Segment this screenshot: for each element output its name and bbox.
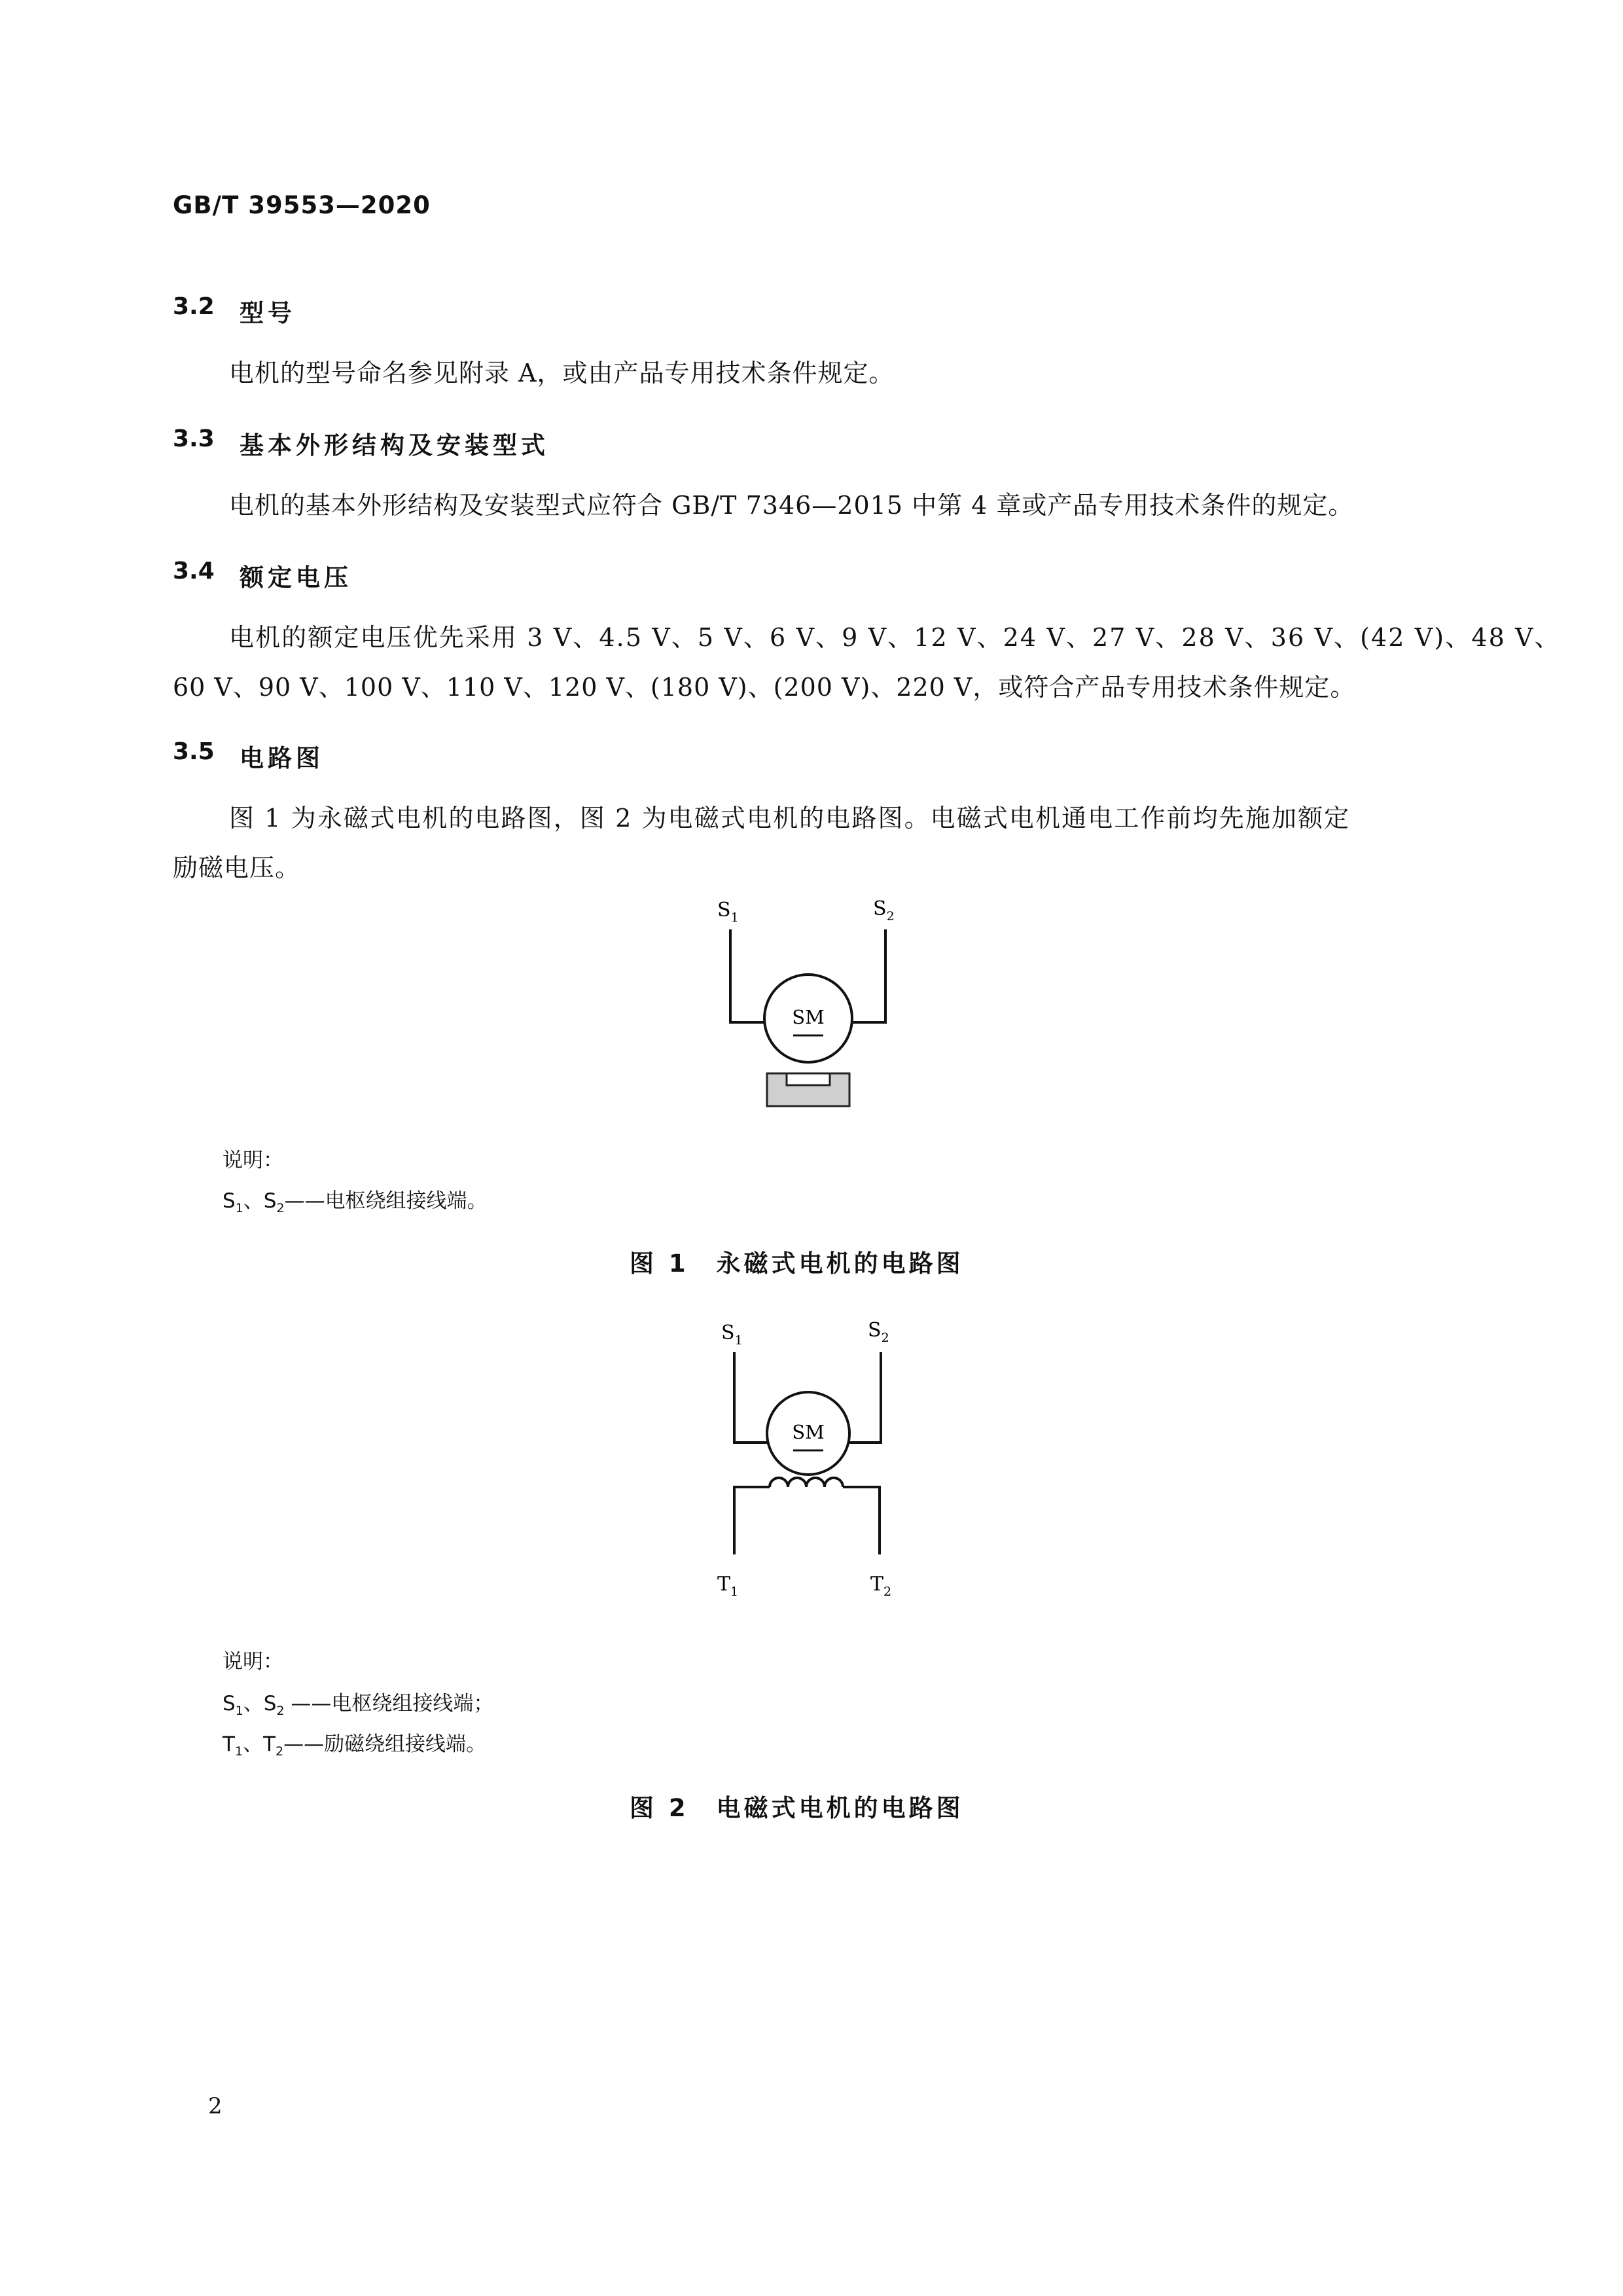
section-title: 额定电压 — [240, 564, 352, 592]
terminal-s2-label: $S_2$ — [868, 1319, 889, 1345]
field-coil-icon — [770, 1478, 843, 1487]
section-title: 电路图 — [240, 744, 324, 772]
paragraph: 电机的型号命名参见附录 A，或由产品专用技术条件规定。 — [229, 359, 895, 387]
section-number: 3.2 — [173, 293, 215, 320]
figure-1-circuit-diagram — [707, 890, 916, 1113]
section-title: 型号 — [240, 299, 296, 327]
paragraph: 电机的基本外形结构及安装型式应符合 GB/T 7346—2015 中第 4 章或产品专用技术条件的规定。 — [229, 491, 1354, 520]
figure-caption: 图 2 电磁式电机的电路图 — [630, 1794, 964, 1822]
terminal-t2-label: $T_2$ — [870, 1573, 892, 1599]
terminal-s1-label: $S_1$ — [717, 899, 739, 925]
field-lead-right — [843, 1487, 880, 1554]
legend-item: $S_1$、$S_2$ ——电枢绕组接线端； — [223, 1692, 494, 1719]
section-number: 3.5 — [173, 738, 215, 765]
paragraph-line: 励磁电压。 — [173, 853, 301, 882]
armature-lead-right — [852, 929, 885, 1022]
standard-code: GB/T 39553—2020 — [173, 191, 431, 219]
motor-label: SM — [792, 1421, 825, 1443]
field-lead-left — [734, 1487, 770, 1554]
page-number: 2 — [208, 2093, 223, 2119]
figure-2-circuit-diagram — [707, 1316, 916, 1604]
legend-item: $T_1$、$T_2——$励磁绕组接线端。 — [223, 1732, 487, 1759]
legend-title: 说明： — [223, 1650, 283, 1674]
motor-label: SM — [792, 1006, 825, 1028]
legend-title: 说明： — [223, 1149, 283, 1172]
figure-caption: 图 1 永磁式电机的电路图 — [630, 1249, 964, 1278]
armature-lead-left — [730, 929, 764, 1022]
legend-item: $S_1$、$S_2——$电枢绕组接线端。 — [223, 1189, 488, 1216]
section-title: 基本外形结构及安装型式 — [240, 431, 549, 459]
section-number: 3.4 — [173, 558, 215, 584]
section-number: 3.3 — [173, 425, 215, 452]
paragraph-line: 60 V、90 V、100 V、110 V、120 V、(180 V)、(200 V)、220 V，或符合产品专用技术条件规定。 — [173, 673, 1356, 702]
paragraph-line: 图 1 为永磁式电机的电路图，图 2 为电磁式电机的电路图。电磁式电机通电工作前均先施加额定 — [229, 804, 1351, 833]
permanent-magnet-icon — [767, 1073, 849, 1106]
paragraph-line: 电机的额定电压优先采用 3 V、4.5 V、5 V、6 V、9 V、12 V、24 V、27 V、28 V、36 V、(42 V)、48 V、 — [229, 623, 1561, 652]
terminal-s1-label: $S_1$ — [721, 1321, 743, 1348]
terminal-s2-label: $S_2$ — [873, 897, 895, 924]
armature-lead-right — [849, 1352, 881, 1443]
armature-lead-left — [734, 1352, 767, 1443]
terminal-t1-label: $T_1$ — [717, 1573, 739, 1599]
